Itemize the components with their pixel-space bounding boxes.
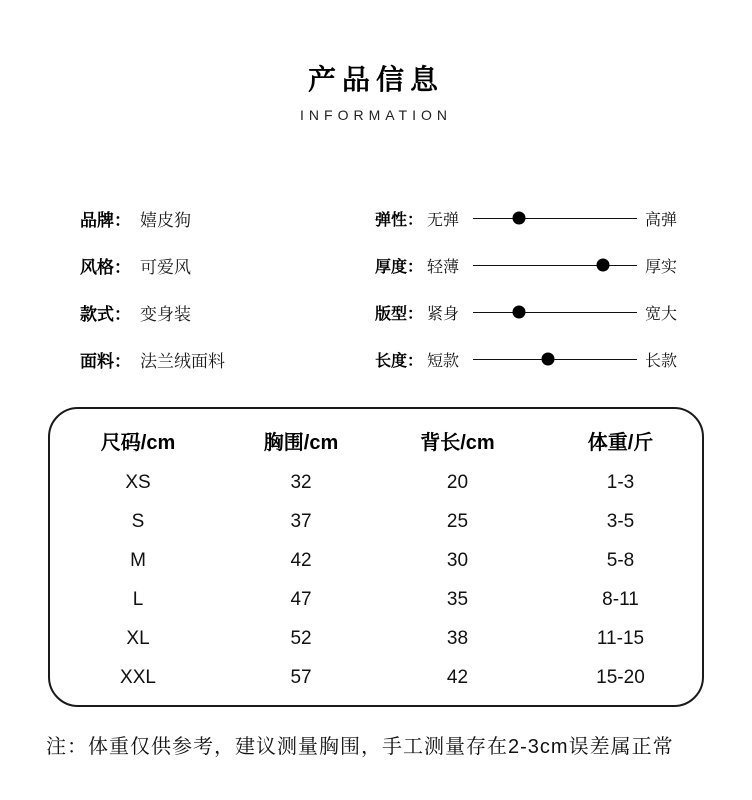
- scale-max-label: 长款: [645, 352, 678, 370]
- attribute-label-fabric: 面料：: [80, 351, 131, 371]
- cell-back-length: 25: [446, 510, 469, 532]
- attribute-label-brand: 品牌：: [80, 210, 131, 230]
- size-table-row-xs: [50, 463, 702, 502]
- cell-weight: 8-11: [602, 588, 639, 610]
- col-header-back-length: 背长/cm: [420, 431, 495, 454]
- attribute-row-fabric: [80, 347, 225, 371]
- scale-dot: [512, 306, 525, 319]
- attribute-value-brand: 嬉皮狗: [140, 210, 191, 230]
- scale-track: [473, 312, 637, 313]
- attribute-value-type: 变身装: [140, 304, 191, 324]
- attributes-section: [80, 206, 225, 394]
- attribute-value-style: 可爱风: [140, 257, 191, 277]
- scale-max-label: 厚实: [645, 258, 678, 276]
- attribute-row-brand: [80, 206, 225, 230]
- cell-weight: 15-20: [596, 666, 645, 688]
- scale-track: [473, 359, 637, 360]
- scale-dot: [596, 259, 609, 272]
- note-text: 注：体重仅供参考，建议测量胸围，手工测量存在2-3cm误差属正常: [46, 736, 674, 758]
- cell-weight: 5-8: [606, 549, 635, 571]
- cell-chest: 52: [290, 627, 312, 649]
- size-table-header-row: [50, 417, 702, 463]
- scale-row-thickness: [375, 253, 677, 277]
- attribute-value-fabric: 法兰绒面料: [140, 351, 225, 371]
- size-table-row-s: [50, 502, 702, 541]
- cell-back-length: 38: [446, 627, 469, 649]
- size-table-row-xl: [50, 619, 702, 658]
- col-header-size: 尺码/cm: [100, 431, 176, 454]
- scale-label-thickness: 厚度：: [375, 258, 424, 276]
- col-header-weight: 体重/斤: [587, 431, 654, 454]
- scale-dot: [512, 212, 525, 225]
- cell-back-length: 20: [446, 471, 469, 493]
- scale-label-length: 长度：: [375, 352, 424, 370]
- scale-min-label: 短款: [427, 352, 460, 370]
- size-table-row-m: [50, 541, 702, 580]
- scale-track: [473, 265, 637, 266]
- cell-weight: 11-15: [596, 627, 645, 649]
- size-table-row-xxl: [50, 658, 702, 697]
- scale-max-label: 高弹: [645, 211, 678, 229]
- cell-size: XS: [125, 471, 151, 493]
- cell-weight: 1-3: [606, 471, 635, 493]
- cell-size: M: [130, 549, 146, 571]
- cell-size: L: [132, 588, 144, 610]
- scale-row-elasticity: [375, 206, 677, 230]
- scale-label-fit: 版型：: [375, 305, 424, 323]
- size-table-row-l: [50, 580, 702, 619]
- cell-back-length: 30: [446, 549, 469, 571]
- scale-dot: [542, 353, 555, 366]
- header: [0, 58, 752, 123]
- cell-weight: 3-5: [606, 510, 635, 532]
- cell-chest: 42: [290, 549, 312, 571]
- cell-back-length: 35: [446, 588, 469, 610]
- page-subtitle: INFORMATION: [300, 107, 452, 123]
- scale-section: [375, 206, 677, 394]
- cell-size: S: [131, 510, 145, 532]
- attribute-label-style: 风格：: [80, 257, 131, 277]
- cell-chest: 47: [290, 588, 312, 610]
- scale-row-length: [375, 347, 677, 371]
- scale-min-label: 紧身: [427, 305, 460, 323]
- attribute-row-style: [80, 253, 225, 277]
- cell-chest: 37: [290, 510, 312, 532]
- cell-chest: 32: [290, 471, 312, 493]
- cell-back-length: 42: [446, 666, 469, 688]
- scale-track: [473, 218, 637, 219]
- cell-size: XL: [126, 627, 150, 649]
- scale-row-fit: [375, 300, 677, 324]
- size-table: [48, 407, 704, 707]
- scale-min-label: 无弹: [427, 211, 460, 229]
- scale-min-label: 轻薄: [427, 258, 460, 276]
- page-title: 产品信息: [307, 64, 444, 95]
- cell-chest: 57: [290, 666, 312, 688]
- col-header-chest: 胸围/cm: [263, 431, 339, 454]
- scale-label-elasticity: 弹性：: [375, 211, 424, 229]
- scale-max-label: 宽大: [645, 305, 678, 323]
- attribute-row-type: [80, 300, 225, 324]
- attribute-label-type: 款式：: [80, 304, 131, 324]
- cell-size: XXL: [120, 666, 156, 688]
